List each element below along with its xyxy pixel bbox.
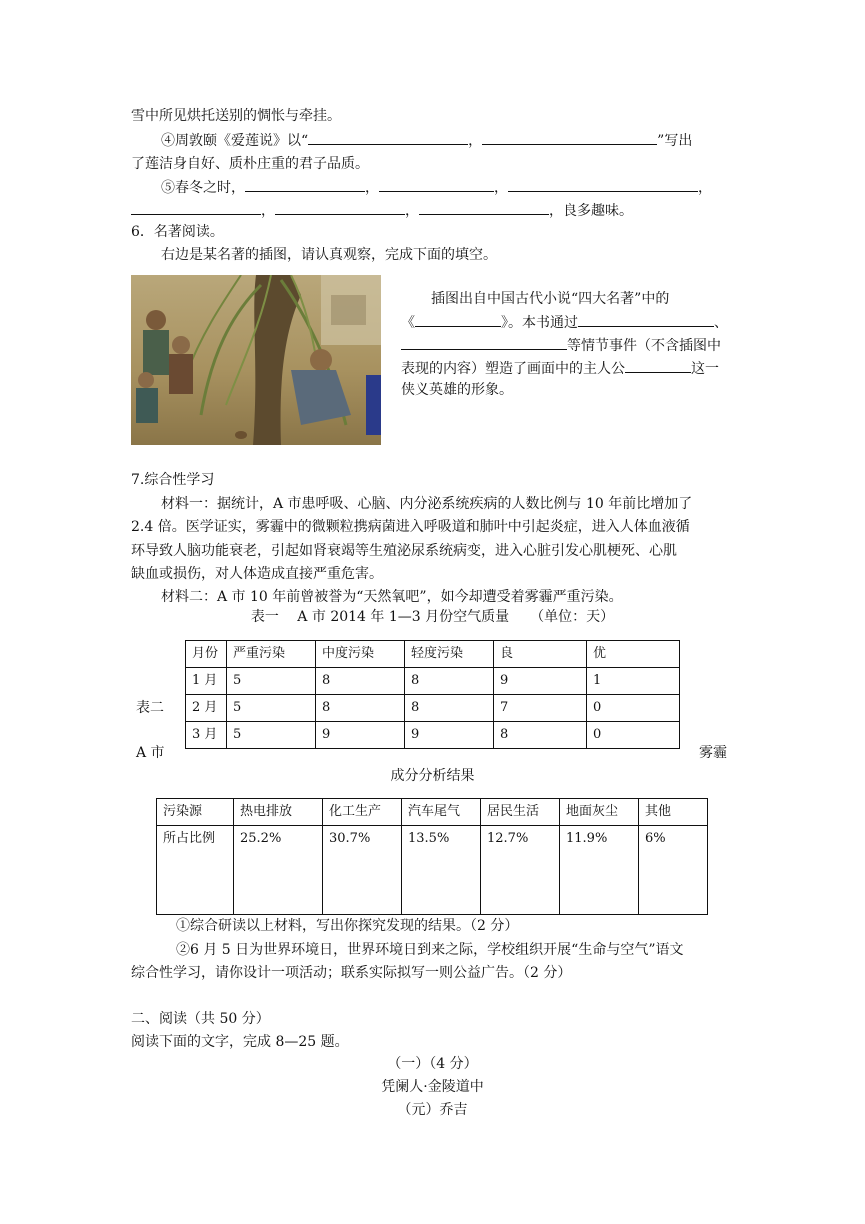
table-cell: 3 月: [186, 722, 227, 749]
table-cell: 7: [494, 695, 587, 722]
table-cell: 8: [405, 668, 494, 695]
table-row: [186, 668, 680, 695]
table-cell: 9: [494, 668, 587, 695]
classic-novel-illustration: [131, 275, 381, 445]
table-cell: 5: [227, 695, 316, 722]
table-header-cell: 轻度污染: [405, 641, 494, 668]
table1-caption: 表一 A 市 2014 年 1—3 月份空气质量 （单位：天）: [250, 609, 615, 625]
table-cell: 6%: [639, 826, 708, 915]
table-cell: 1: [587, 668, 680, 695]
poem-author: （元）乔吉: [397, 1102, 468, 1118]
answer-blank[interactable]: [275, 200, 405, 215]
table2-label-city: A 市: [136, 745, 165, 761]
answer-blank[interactable]: [131, 200, 261, 215]
q6-text4: 表现的内容）塑造了画面中的主人公 这一: [401, 358, 719, 379]
q7-heading: 7.综合性学习: [131, 472, 215, 488]
answer-blank[interactable]: [415, 312, 501, 327]
table-header-cell: 中度污染: [316, 641, 405, 668]
task2-line2: 综合性学习，请你设计一项活动；联系实际拟写一则公益广告。（2 分）: [131, 965, 572, 981]
table-header-cell: 化工生产: [323, 799, 402, 826]
table-header-cell: 良: [494, 641, 587, 668]
table-header-row: [186, 641, 680, 668]
table-cell: 0: [587, 695, 680, 722]
table-header-cell: 居民生活: [481, 799, 560, 826]
table-header-cell: 优: [587, 641, 680, 668]
table-cell: 5: [227, 668, 316, 695]
table-cell: 25.2%: [234, 826, 323, 915]
table2-label: 表二: [136, 700, 164, 716]
table-cell: 2 月: [186, 695, 227, 722]
table-cell: 12.7%: [481, 826, 560, 915]
table-cell: 9: [316, 722, 405, 749]
answer-blank[interactable]: [379, 177, 494, 192]
table2-caption: 成分分析结果: [390, 768, 475, 784]
pollution-source-table: [156, 798, 708, 915]
table-row: [186, 722, 680, 749]
part2-instruction: 阅读下面的文字，完成 8—25 题。: [131, 1034, 349, 1050]
material1-line3: 环导致人脑功能衰老，引起如肾衰竭等生殖泌尿系统病变，进入心脏引发心肌梗死、心肌: [131, 543, 677, 559]
answer-blank[interactable]: [625, 358, 691, 373]
table-row: [186, 695, 680, 722]
table-cell: 8: [494, 722, 587, 749]
table-header-cell: 严重污染: [227, 641, 316, 668]
illustration-image: [131, 275, 381, 445]
answer-blank[interactable]: [482, 130, 657, 145]
table-cell: 11.9%: [560, 826, 639, 915]
table-row: [157, 826, 708, 915]
table2-label-smog: 雾霾: [699, 745, 727, 761]
table-cell: 8: [316, 695, 405, 722]
task1: ①综合研读以上材料，写出你探究发现的结果。（2 分）: [176, 918, 519, 934]
table-header-row: [157, 799, 708, 826]
q5-line-cont: 雪中所见烘托送别的惆怅与牵挂。: [131, 108, 341, 124]
q5-item4: ④周敦颐《爱莲说》以“ ， ”写出: [161, 130, 692, 151]
table-cell: 30.7%: [323, 826, 402, 915]
q6-text1: 插图出自中国古代小说“四大名著”中的: [431, 291, 670, 307]
task2-line1: ②6 月 5 日为世界环境日，世界环境日到来之际，学校组织开展“生命与空气”语文: [176, 942, 684, 958]
table-header-cell: 月份: [186, 641, 227, 668]
table-cell: 5: [227, 722, 316, 749]
table-cell: 8: [405, 695, 494, 722]
table-cell: 所占比例: [157, 826, 234, 915]
q5-item4-cont: 了莲洁身自好、质朴庄重的君子品质。: [131, 156, 369, 172]
section-number: （一）（4 分）: [387, 1056, 478, 1072]
table-header-cell: 地面灰尘: [560, 799, 639, 826]
material1-line2: 2.4 倍。医学证实，雾霾中的微颗粒携病菌进入呼吸道和肺叶中引起炎症，进入人体血液循: [131, 519, 690, 535]
table-header-cell: 污染源: [157, 799, 234, 826]
answer-blank[interactable]: [419, 200, 549, 215]
answer-blank[interactable]: [578, 312, 714, 327]
table-cell: 8: [316, 668, 405, 695]
q6-instruction: 右边是某名著的插图，请认真观察，完成下面的填空。: [161, 247, 497, 263]
q6-text5: 侠义英雄的形象。: [401, 382, 513, 398]
q5-item5: ⑤春冬之时， ， ， ，: [161, 177, 712, 198]
table-cell: 0: [587, 722, 680, 749]
air-quality-table: [185, 640, 680, 749]
table-header-cell: 热电排放: [234, 799, 323, 826]
q6-text3: 等情节事件（不含插图中: [401, 335, 721, 356]
q6-text2: 《 》。本书通过 、: [401, 312, 728, 333]
answer-blank[interactable]: [245, 177, 365, 192]
material1-line4: 缺血或损伤，对人体造成直接严重危害。: [131, 566, 383, 582]
answer-blank[interactable]: [308, 130, 468, 145]
table-cell: 13.5%: [402, 826, 481, 915]
material1-line1: 材料一：据统计，A 市患呼吸、心脑、内分泌系统疾病的人数比例与 10 年前比增加了: [161, 496, 693, 512]
q6-heading: 6．名著阅读。: [131, 224, 224, 240]
part2-heading: 二、阅读（共 50 分）: [131, 1011, 270, 1027]
q5-item5-cont: ， ， ，良多趣味。: [131, 200, 633, 221]
table-header-cell: 汽车尾气: [402, 799, 481, 826]
table-cell: 1 月: [186, 668, 227, 695]
material2: 材料二：A 市 10 年前曾被誉为“天然氧吧”，如今却遭受着雾霾严重污染。: [161, 589, 623, 605]
answer-blank[interactable]: [401, 335, 567, 350]
answer-blank[interactable]: [508, 177, 698, 192]
table-header-cell: 其他: [639, 799, 708, 826]
poem-title: 凭阑人·金陵道中: [381, 1079, 484, 1095]
table-cell: 9: [405, 722, 494, 749]
